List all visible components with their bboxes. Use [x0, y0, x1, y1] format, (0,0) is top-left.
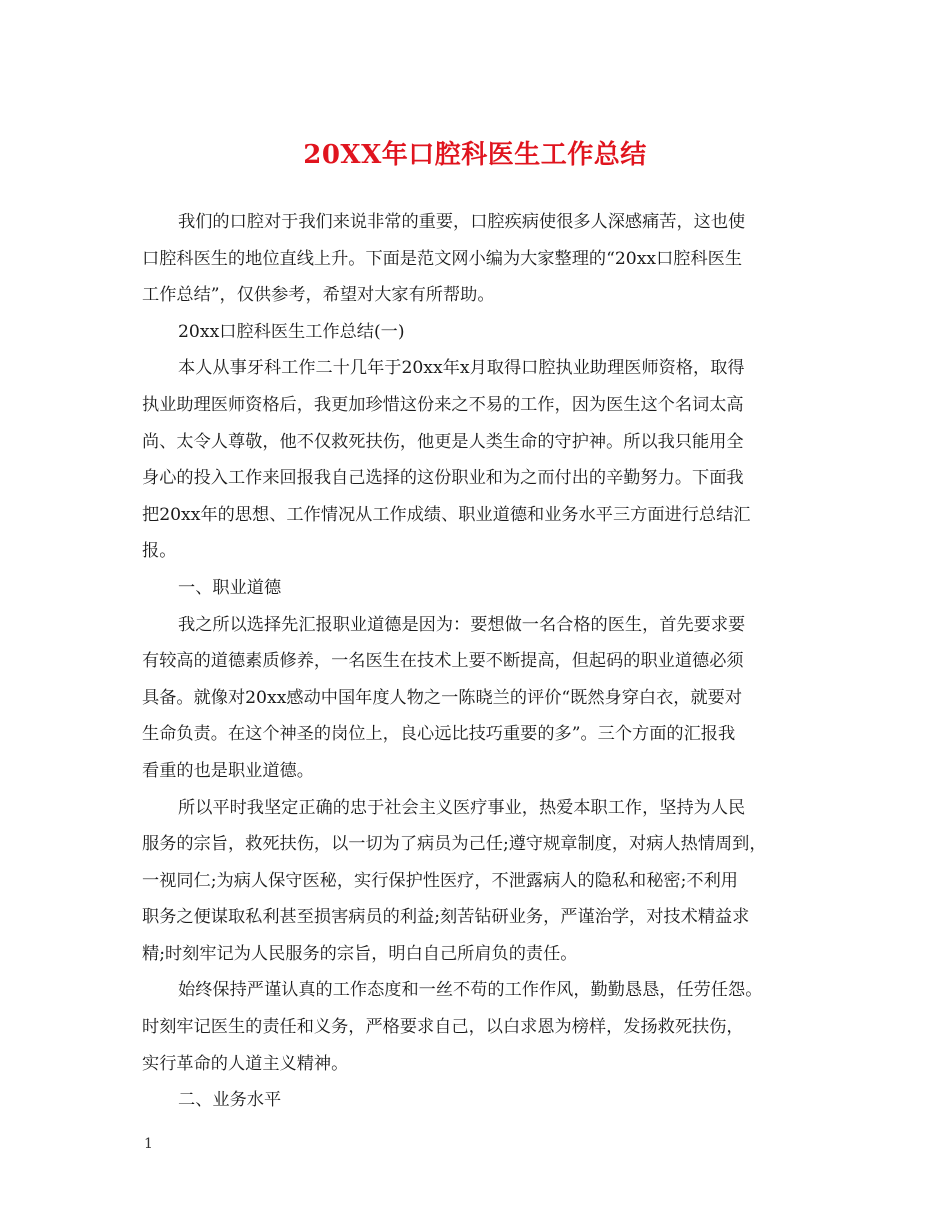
page-number: 1: [144, 1136, 153, 1152]
text-line: 身心的投入工作来回报我自己选择的这份职业和为之而付出的辛勤努力。下面我: [142, 468, 744, 489]
text-line: 口腔科医生的地位直线上升。下面是范文网小编为大家整理的“20xx口腔科医生: [142, 248, 743, 269]
text-line: 执业助理医师资格后，我更加珍惜这份来之不易的工作，因为医生这个名词太高: [142, 394, 744, 415]
text-line: 报。: [142, 541, 177, 562]
text-line: 具备。就像对20xx感动中国年度人物之一陈晓兰的评价“既然身穿白衣，就要对: [142, 687, 743, 708]
text-line: 本人从事牙科工作二十几年于20xx年x月取得口腔执业助理医师资格，取得: [178, 358, 745, 379]
text-line: 所以平时我坚定正确的忠于社会主义医疗事业，热爱本职工作，坚持为人民: [178, 797, 746, 818]
text-line: 实行革命的人道主义精神。: [142, 1053, 349, 1074]
document-body: [142, 204, 810, 1119]
text-line: 时刻牢记医生的责任和义务，严格要求自己，以白求恩为榜样，发扬救死扶伤，: [142, 1017, 744, 1038]
text-line: 把20xx年的思想、工作情况从工作成绩、职业道德和业务水平三方面进行总结汇: [142, 504, 751, 525]
text-line: 尚、太令人尊敬，他不仅救死扶伤，他更是人类生命的守护神。所以我只能用全: [142, 431, 744, 452]
text-line: 我之所以选择先汇报职业道德是因为：要想做一名合格的医生，首先要求要: [178, 614, 746, 635]
text-line: 20xx口腔科医生工作总结(一): [178, 321, 405, 342]
text-line: 职务之便谋取私利甚至损害病员的利益;刻苦钻研业务，严谨治学，对技术精益求: [142, 907, 750, 928]
text-line: 二、业务水平: [178, 1090, 282, 1111]
text-line: 工作总结”，仅供参考，希望对大家有所帮助。: [142, 285, 495, 306]
text-line: 始终保持严谨认真的工作态度和一丝不苟的工作作风，勤勤恳恳，任劳任怨。: [178, 980, 763, 1001]
document-title: 20XX年口腔科医生工作总结: [303, 140, 647, 170]
text-line: 精;时刻牢记为人民服务的宗旨，明白自己所肩负的责任。: [142, 943, 578, 964]
text-line: 生命负责。在这个神圣的岗位上，良心远比技巧重要的多”。三个方面的汇报我: [142, 724, 736, 745]
text-line: 有较高的道德素质修养，一名医生在技术上要不断提高，但起码的职业道德必须: [142, 651, 744, 672]
text-line: 一视同仁;为病人保守医秘，实行保护性医疗，不泄露病人的隐私和秘密;不利用: [142, 870, 738, 891]
text-line: 看重的也是职业道德。: [142, 760, 314, 781]
text-line: 我们的口腔对于我们来说非常的重要，口腔疾病使很多人深感痛苦，这也使: [178, 212, 746, 232]
text-line: 服务的宗旨，救死扶伤，以一切为了病员为己任;遵守规章制度，对病人热情周到，: [142, 834, 767, 855]
text-line: 一、职业道德: [178, 577, 282, 598]
